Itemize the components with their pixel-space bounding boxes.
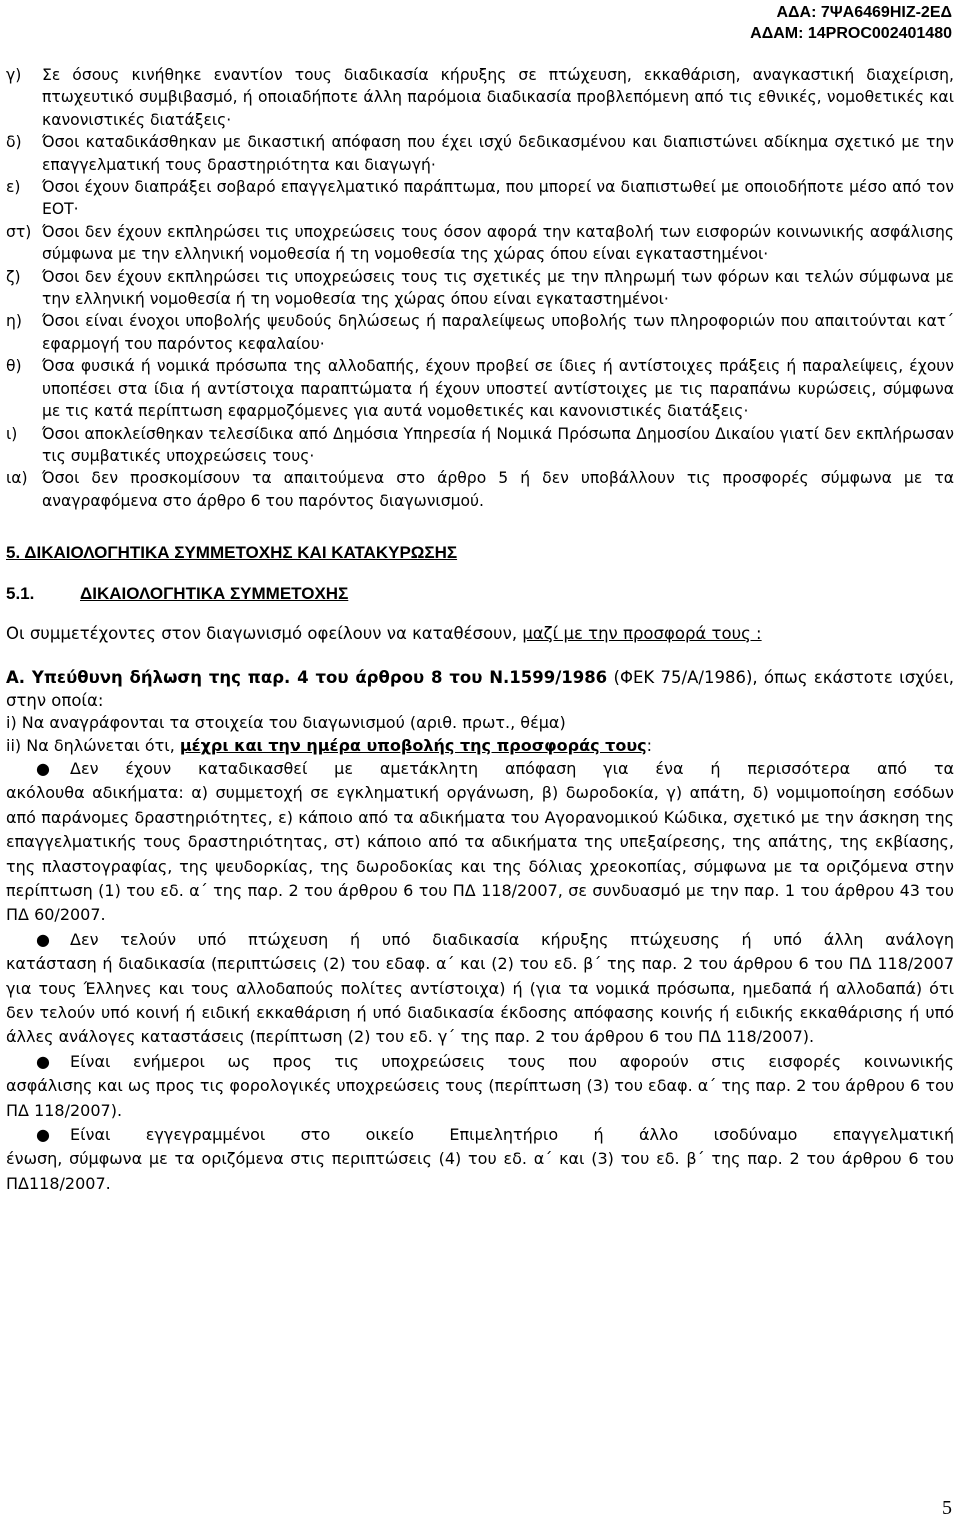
item-ii-emphasis: μέχρι και την ημέρα υποβολής της προσφοράς τους: [179, 735, 647, 755]
bullet-icon: ●: [36, 1125, 50, 1145]
item-label: θ): [6, 357, 22, 376]
exclusion-item: [6, 310, 954, 355]
section-5-1-heading: [6, 583, 954, 605]
document-header-codes: [750, 2, 952, 44]
exclusion-item: [6, 355, 954, 422]
bullet-icon: ●: [36, 758, 50, 778]
bullet-rest: ασφάλισης και ως προς τις φορολογικές υποχρεώσεις τους (περίπτωση (3) του εδαφ. α΄ της παρ. 2 του άρθρου 6 του ΠΔ 118/2007).: [6, 1076, 954, 1120]
item-text: Όσοι καταδικάσθηκαν με δικαστική απόφαση που έχει ισχύ δεδικασμένου και διαπιστώνει αδίκημα σχετικό με την επαγγελματική τους δραστηριότητα και διαγωγή·: [42, 133, 954, 174]
bullet-rest: κατάσταση ή διαδικασία (περιπτώσεις (2) του εδαφ. α΄ και (2) του εδ. β΄ της παρ. 2 του άρθρου 6 του ΠΔ 118/2007 για τους Έλληνες και τους αλλοδαπούς πολίτες αντίστοιχα) ή (για τα νομικά πρόσωπα, ημεδαπά ή αλλοδαπά) ότι δεν τελούν υπό κοινή ή ειδική εκκαθάριση ή υπό διαδικασία έκδοσης απόφασης κοινής ή ειδικής εκκαθάρισης ή υπό άλλες ανάλογες καταστάσεις (περίπτωση (2) του εδ. γ΄ της παρ. 2 του άρθρου 6 του ΠΔ 118/2007).: [6, 954, 954, 1047]
item-text: Όσα φυσικά ή νομικά πρόσωπα της αλλοδαπής, έχουν προβεί σε ίδιες ή αντίστοιχες πράξεις ή παραλείψεις, έχουν υποπέσει στα ίδια ή αντίστοιχα παραπτώματα ή έχουν υποστεί αντίστοιχες με τις παραπάνω κυρώσεις, σύμφωνα με τις κατά περίπτωση εφαρμοζόμενες για αυτά νομοθετικές και κανονιστικές διατάξεις·: [42, 357, 954, 421]
exclusion-item: [6, 423, 954, 468]
item-label: ε): [6, 178, 21, 197]
exclusion-item: [6, 131, 954, 176]
intro-underlined: μαζί με την προσφορά τους :: [522, 623, 762, 643]
item-label: γ): [6, 66, 22, 84]
exclusion-item: [6, 221, 954, 266]
bullet-first-line: Δεν τελούν υπό πτώχευση ή υπό διαδικασία κήρυξης πτώχευσης ή υπό άλλη ανάλογη: [70, 929, 954, 949]
item-text: Όσοι αποκλείσθηκαν τελεσίδικα από Δημόσια Υπηρεσία ή Νομικά Πρόσωπα Δημοσίου Δικαίου γιατί δεν εκπλήρωσαν τις συμβατικές υποχρεώσεις τους·: [42, 424, 954, 465]
exclusion-item: [6, 176, 954, 221]
item-ii-suffix: :: [646, 735, 653, 755]
section-5-1-number: 5.1.: [6, 583, 35, 603]
adam-code: ΑΔΑΜ: 14PROC002401480: [750, 25, 952, 42]
document-body: [6, 64, 954, 1196]
intro-text: Οι συμμετέχοντες στον διαγωνισμό οφείλουν να καταθέσουν,: [6, 623, 523, 643]
item-text: Όσοι έχουν διαπράξει σοβαρό επαγγελματικό παράπτωμα, που μπορεί να διαπιστωθεί με οποιοδήποτε μέσο από τον ΕΟΤ·: [42, 178, 954, 219]
item-text: Σε όσους κινήθηκε εναντίον τους διαδικασία κήρυξης σε πτώχευση, εκκαθάριση, αναγκαστική διαχείριση, πτωχευτικό συμβιβασμό, ή οποιαδήποτε άλλη παρόμοια διαδικασία προβλεπόμενη από τις εθνικές, νομοθετικές και κανονιστικές διατάξεις·: [42, 66, 954, 129]
bullet-item: [6, 757, 954, 928]
exclusion-item: [6, 467, 954, 512]
item-text: Όσοι είναι ένοχοι υποβολής ψευδούς δηλώσεως ή παραλείψεως υποβολής των πληροφοριών που απαιτούνται κατ΄ εφαρμογή του παρόντος κεφαλαίου·: [42, 312, 954, 353]
section-a-item-i: i) Να αναγράφονται τα στοιχεία του διαγωνισμού (αριθ. πρωτ., θέμα): [6, 713, 566, 733]
exclusion-list: [6, 64, 954, 512]
section-a-paragraph: [6, 667, 954, 712]
intro-paragraph: [6, 623, 954, 645]
page-number: 5: [942, 1497, 952, 1519]
section-5-title: 5. ΔΙΚΑΙΟΛΟΓΗΤΙΚΑ ΣΥΜΜΕΤΟΧΗΣ ΚΑΙ ΚΑΤΑΚΥΡΩΣΗΣ: [6, 543, 458, 563]
exclusion-item: [6, 64, 954, 131]
item-label: στ): [6, 222, 32, 241]
bullet-rest: ακόλουθα αδικήματα: α) συμμετοχή σε εγκληματική οργάνωση, β) δωροδοκία, γ) απάτη, δ) νομιμοποίηση εσόδων από παράνομες δραστηριότητες, ε) κάποιο από τα αδικήματα του Αγορανομικού Κώδικα, σχετικό με την άσκηση της επαγγελματικής τους δραστηριότητας, στ) κάποιο από τα αδικήματα της υπεξαίρεσης, της απάτης, της εκβίασης, της πλαστογραφίας, της ψευδορκίας, της δωροδοκίας και της δόλιας χρεοκοπίας, σύμφωνα με τα οριζόμενα στην περίπτωση (1) του εδ. α΄ της παρ. 2 του άρθρου 6 του ΠΔ 118/2007, σε συνδυασμό με την παρ. 1 του άρθρου 43 του ΠΔ 60/2007.: [6, 783, 954, 925]
item-label: δ): [6, 133, 22, 152]
section-a-bold: Α. Υπεύθυνη δήλωση της παρ. 4 του άρθρου 8 του Ν.1599/1986: [6, 668, 608, 688]
ada-code: ΑΔΑ: 7ΨΑ6469ΗΙΖ-2ΕΔ: [776, 4, 952, 21]
declaration-bullet-list: [6, 757, 954, 1196]
section-5-1-title: ΔΙΚΑΙΟΛΟΓΗΤΙΚΑ ΣΥΜΜΕΤΟΧΗΣ: [80, 583, 349, 603]
item-label: ι): [6, 424, 18, 443]
item-label: η): [6, 312, 22, 331]
bullet-item: [6, 928, 954, 1050]
bullet-item: [6, 1050, 954, 1123]
bullet-first-line: Είναι εγγεγραμμένοι στο οικείο Επιμελητήριο ή άλλο ισοδύναμο επαγγελματική: [70, 1125, 954, 1145]
exclusion-item: [6, 266, 954, 311]
bullet-rest: ένωση, σύμφωνα με τα οριζόμενα στις περιπτώσεις (4) του εδ. α΄ και (3) του εδ. β΄ της παρ. 2 του άρθρου 6 του ΠΔ118/2007.: [6, 1149, 954, 1193]
bullet-first-line: Είναι ενήμεροι ως προς τις υποχρεώσεις τους που αφορούν στις εισφορές κοινωνικής: [70, 1051, 954, 1071]
item-text: Όσοι δεν προσκομίσουν τα απαιτούμενα στο άρθρο 5 ή δεν υποβάλλουν τις προσφορές σύμφωνα με τα αναγραφόμενα στο άρθρο 6 του παρόντος διαγωνισμού.: [42, 469, 954, 510]
item-text: Όσοι δεν έχουν εκπληρώσει τις υποχρεώσεις τους τις σχετικές με την πληρωμή των φόρων και τελών σύμφωνα με την ελληνική νομοθεσία ή τη νομοθεσία της χώρας όπου είναι εγκαταστημένοι·: [42, 267, 954, 309]
section-a-rest: (ΦΕΚ 75/Α/1986), όπως εκάστοτε ισχύει, στην οποία:: [6, 668, 954, 710]
bullet-item: [6, 1123, 954, 1196]
item-label: ζ): [6, 267, 21, 286]
section-a-item-ii: [6, 735, 954, 757]
bullet-icon: ●: [36, 929, 50, 949]
bullet-first-line: Δεν έχουν καταδικασθεί με αμετάκλητη απόφαση για ένα ή περισσότερα από τα: [70, 758, 954, 778]
item-ii-prefix: ii) Να δηλώνεται ότι,: [6, 735, 180, 755]
item-label: ια): [6, 469, 28, 488]
bullet-icon: ●: [36, 1051, 50, 1071]
item-text: Όσοι δεν έχουν εκπληρώσει τις υποχρεώσεις τους όσον αφορά την καταβολή των εισφορών κοινωνικής ασφάλισης σύμφωνα με την ελληνική νομοθεσία ή τη νομοθεσία της χώρας όπου είναι εγκαταστημένοι·: [42, 222, 954, 264]
